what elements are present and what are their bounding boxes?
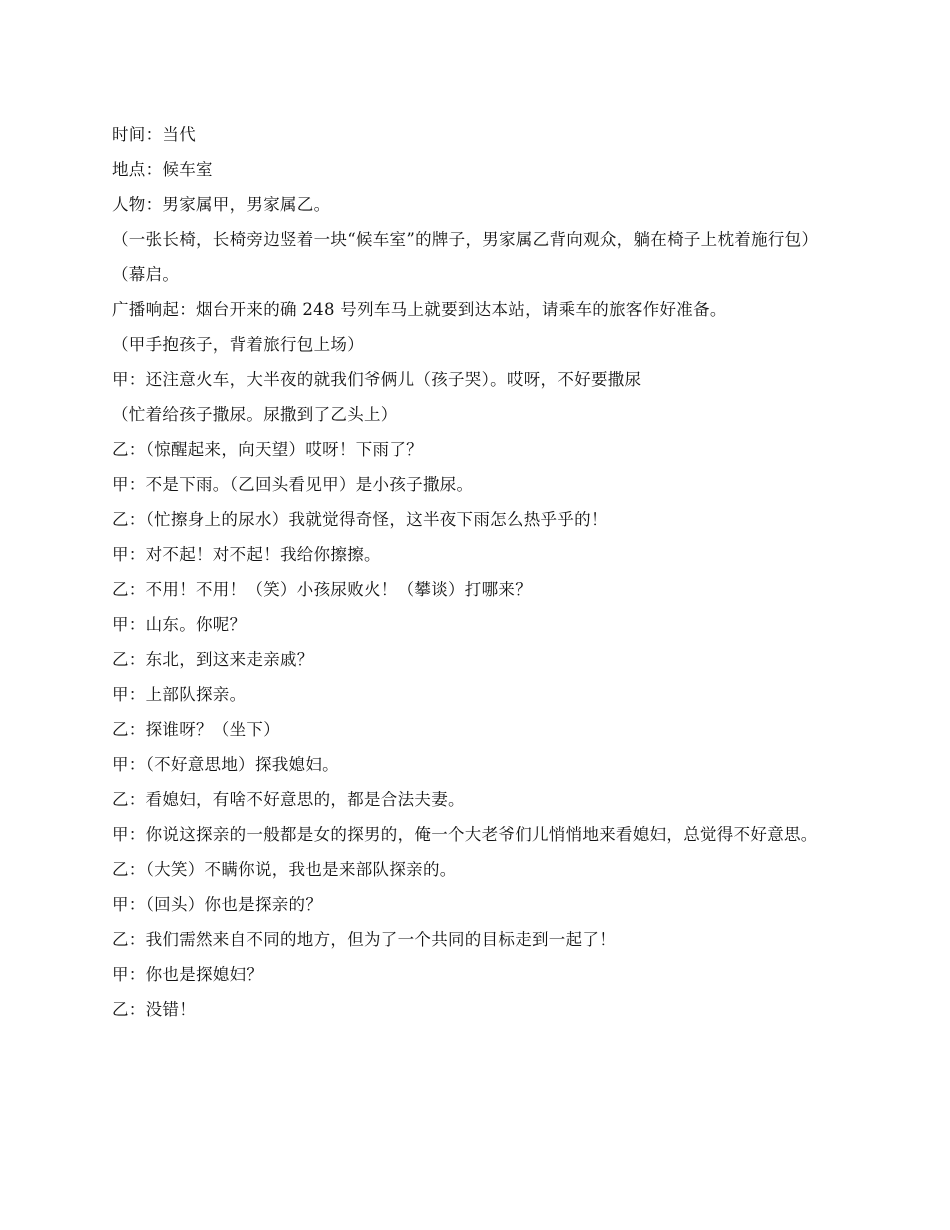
text-line-characters: 人物：男家属甲，男家属乙。 (112, 195, 331, 214)
text-line-dialogue: 甲：上部队探亲。 (112, 685, 247, 704)
text-line-dialogue: 甲：山东。你呢？ (112, 615, 247, 634)
text-line-broadcast: 广播响起：烟台开来的确 248 号列车马上就要到达本站，请乘车的旅客作好准备。 (112, 300, 727, 319)
text-line-stage-direction: （忙着给孩子撒尿。尿撒到了乙头上） (112, 405, 398, 424)
text-line-dialogue: 甲：对不起！对不起！我给你擦擦。 (112, 545, 381, 564)
text-line-curtain: （幕启。 (112, 265, 180, 284)
text-line-place: 地点：候车室 (112, 160, 213, 179)
text-line-dialogue: 甲：还注意火车，大半夜的就我们爷俩儿（孩子哭）。哎呀，不好要撒尿 (112, 370, 642, 389)
text-line-dialogue: 乙：东北，到这来走亲戚？ (112, 650, 314, 669)
text-line-dialogue: 乙：看媳妇，有啥不好意思的，都是合法夫妻。 (112, 790, 465, 809)
text-line-dialogue: 乙：不用！不用！（笑）小孩尿败火！（攀谈）打哪来？ (112, 580, 532, 599)
text-line-dialogue: 甲：（回头）你也是探亲的？ (112, 895, 323, 914)
script-text-body (112, 124, 842, 1034)
text-line-dialogue: 乙：（忙擦身上的尿水）我就觉得奇怪，这半夜下雨怎么热乎乎的！ (112, 510, 608, 529)
text-line-dialogue: 乙：没错！ (112, 1000, 196, 1019)
text-line-dialogue: 乙：我们需然来自不同的地方，但为了一个共同的目标走到一起了！ (112, 930, 616, 949)
text-line-dialogue: 甲：（不好意思地）探我媳妇。 (112, 755, 339, 774)
text-line-dialogue: 甲：不是下雨。（乙回头看见甲）是小孩子撒尿。 (112, 475, 474, 494)
text-line-entrance: （甲手抱孩子，背着旅行包上场） (112, 335, 364, 354)
text-line-dialogue: 乙：（大笑）不瞒你说，我也是来部队探亲的。 (112, 860, 457, 879)
text-line-dialogue: 乙：（惊醒起来，向天望）哎呀！下雨了？ (112, 440, 423, 459)
text-line-dialogue: 甲：你说这探亲的一般都是女的探男的，俺一个大老爷们儿悄悄地来看媳妇，总觉得不好意思。 (112, 825, 818, 844)
text-line-stage-direction: （一张长椅，长椅旁边竖着一块“候车室”的牌子，男家属乙背向观众，躺在椅子上枕着施行包） (112, 230, 819, 249)
text-line-dialogue: 乙：探谁呀？（坐下） (112, 720, 280, 739)
text-line-time: 时间：当代 (112, 125, 196, 144)
text-line-dialogue: 甲：你也是探媳妇？ (112, 965, 264, 984)
